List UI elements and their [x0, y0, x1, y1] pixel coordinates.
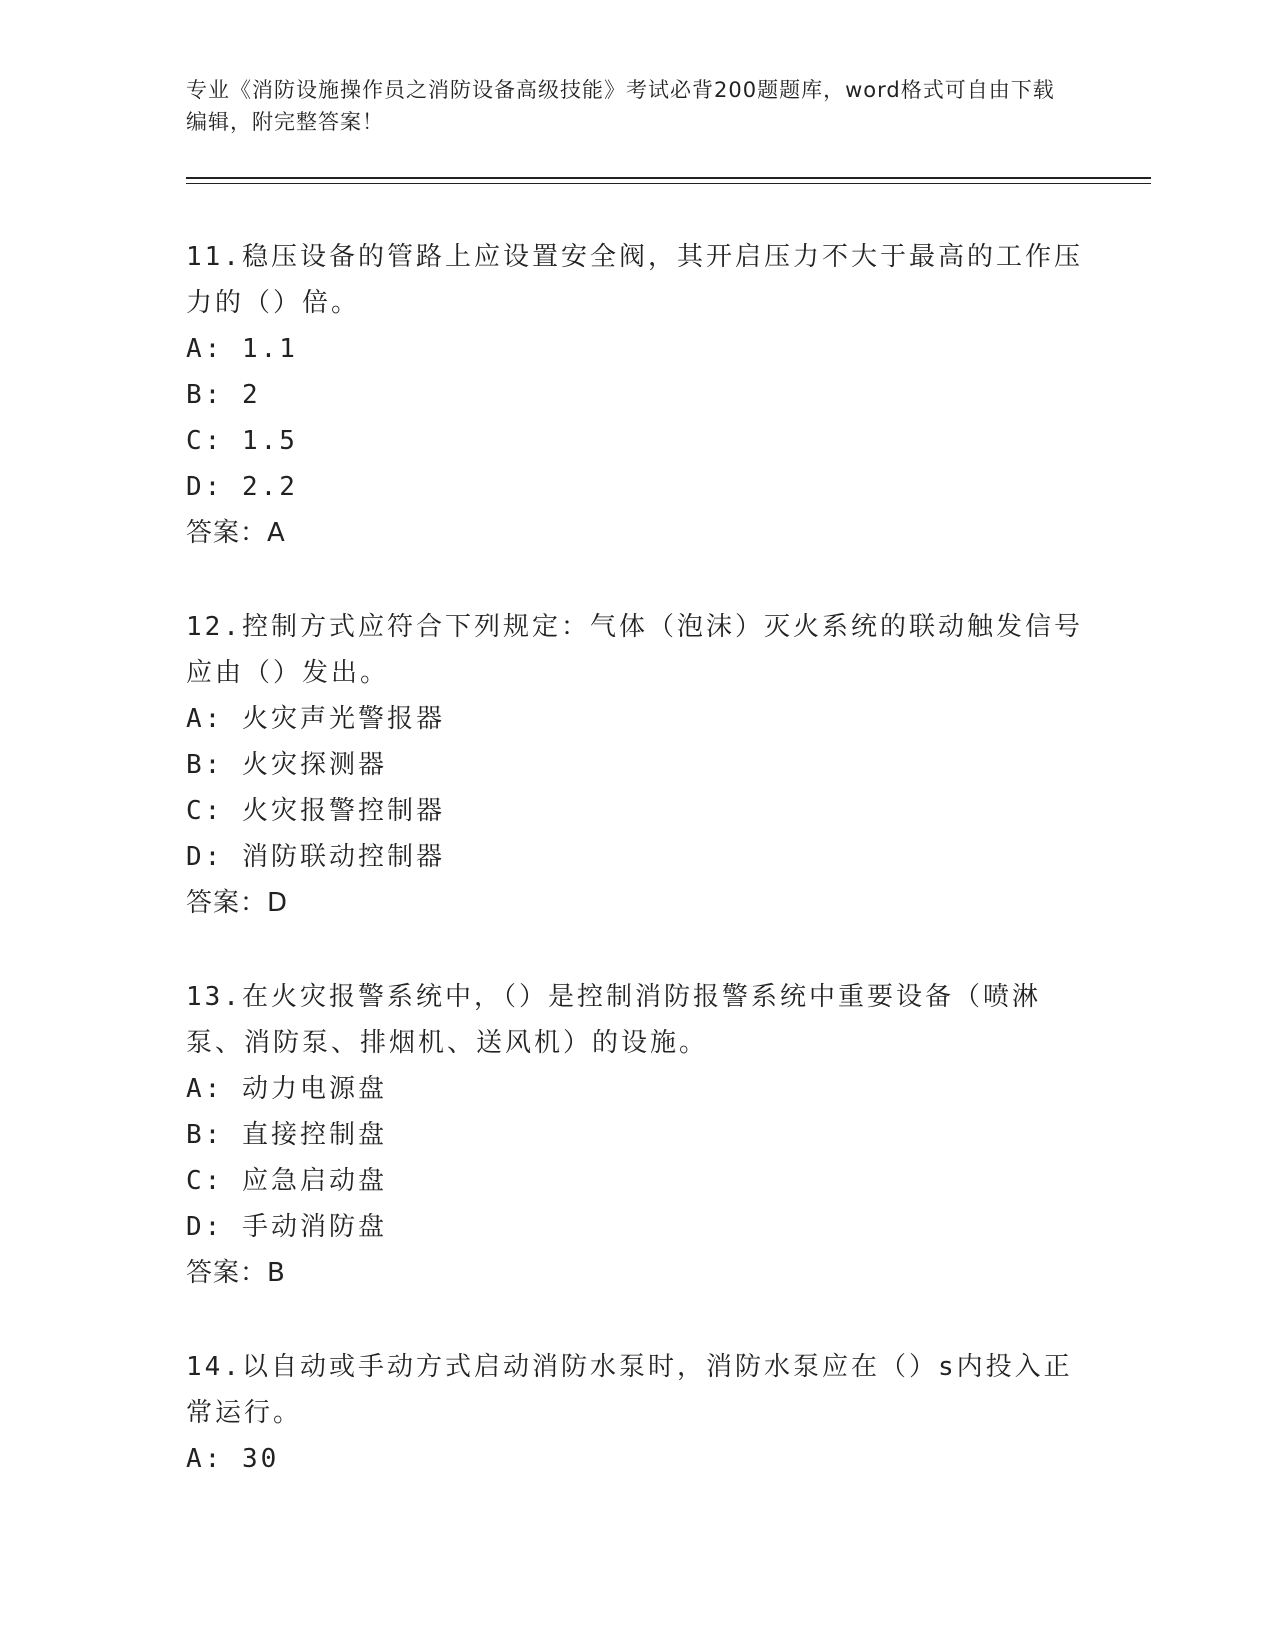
header-divider-thick [186, 177, 1151, 179]
answer-line: 答案：B [186, 1258, 286, 1288]
answer-line: 答案：A [186, 518, 286, 548]
option-d: D: 手动消防盘 [186, 1212, 387, 1242]
option-c: C: 应急启动盘 [186, 1166, 387, 1196]
document-header: 专业《消防设施操作员之消防设备高级技能》考试必背200题题库，word格式可自由下载编辑，附完整答案！ [186, 78, 1055, 134]
option-d: D: 消防联动控制器 [186, 842, 445, 872]
option-a: A: 30 [186, 1444, 280, 1474]
question-stem: 14.以自动或手动方式启动消防水泵时，消防水泵应在（）s内投入正常运行。 [186, 1352, 1073, 1428]
option-c: C: 火灾报警控制器 [186, 796, 445, 826]
option-d: D: 2.2 [186, 472, 298, 502]
question-13 [186, 974, 1086, 1296]
question-stem: 11.稳压设备的管路上应设置安全阀，其开启压力不大于最高的工作压力的（）倍。 [186, 242, 1083, 318]
option-a: A: 动力电源盘 [186, 1074, 387, 1104]
option-c: C: 1.5 [186, 426, 298, 456]
question-11 [186, 234, 1086, 556]
answer-line: 答案：D [186, 888, 289, 918]
header-divider-thin [186, 183, 1151, 184]
option-b: B: 2 [186, 380, 261, 410]
option-b: B: 直接控制盘 [186, 1120, 387, 1150]
question-12 [186, 604, 1086, 926]
question-stem: 13.在火灾报警系统中，（）是控制消防报警系统中重要设备（喷淋泵、消防泵、排烟机、送风机）的设施。 [186, 982, 1041, 1058]
question-14 [186, 1344, 1086, 1482]
question-stem: 12.控制方式应符合下列规定：气体（泡沫）灭火系统的联动触发信号应由（）发出。 [186, 612, 1083, 688]
option-a: A: 火灾声光警报器 [186, 704, 445, 734]
option-a: A: 1.1 [186, 334, 298, 364]
option-b: B: 火灾探测器 [186, 750, 387, 780]
question-list [186, 234, 1086, 1530]
